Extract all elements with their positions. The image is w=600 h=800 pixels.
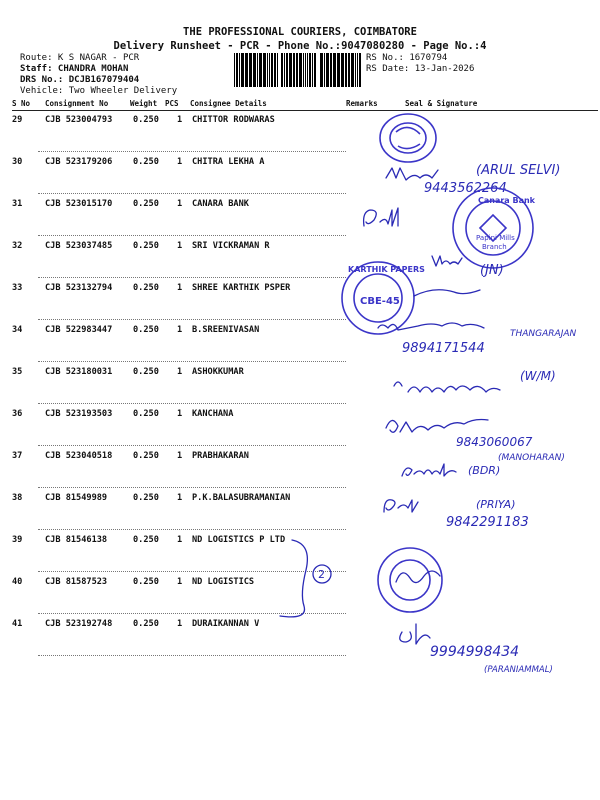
row-weight: 0.250 bbox=[133, 577, 159, 587]
row-pcs: 1 bbox=[177, 619, 183, 629]
row-weight: 0.250 bbox=[133, 325, 159, 335]
col-remarks: Remarks bbox=[346, 99, 378, 108]
row-consignment-no: CJB 523192748 bbox=[45, 619, 113, 629]
row-sno: 40 bbox=[12, 577, 23, 587]
route-label: Route: K S NAGAR - PCR bbox=[20, 53, 140, 63]
barcode-bar bbox=[284, 53, 285, 87]
row-consignment-no: CJB 523179206 bbox=[45, 157, 113, 167]
row-sno: 39 bbox=[12, 535, 23, 545]
handwritten-note-row32: (JN) bbox=[480, 263, 504, 278]
barcode-bar bbox=[234, 53, 235, 87]
barcode-bar bbox=[357, 53, 358, 87]
barcode-bar bbox=[286, 53, 288, 87]
barcode-bar bbox=[257, 53, 258, 87]
handwritten-name-row41: (PARANIAMMAL) bbox=[484, 665, 553, 675]
header-rule bbox=[12, 110, 598, 111]
row-weight: 0.250 bbox=[133, 241, 159, 251]
row-pcs: 1 bbox=[177, 409, 183, 419]
row-pcs: 1 bbox=[177, 115, 183, 125]
row-weight: 0.250 bbox=[133, 367, 159, 377]
row-pcs: 1 bbox=[177, 325, 183, 335]
col-seal: Seal & Signature bbox=[405, 99, 478, 108]
drs-label: DRS No.: DCJB167079404 bbox=[20, 75, 140, 85]
row-pcs: 1 bbox=[177, 367, 183, 377]
handwritten-phone-row36: 9843060067 bbox=[456, 435, 533, 449]
row-consignment-no: CJB 523180031 bbox=[45, 367, 113, 377]
barcode-bar bbox=[296, 53, 298, 87]
barcode-bar bbox=[299, 53, 302, 87]
row-sno: 29 bbox=[12, 115, 23, 125]
handwritten-name-row30: (ARUL SELVI) bbox=[476, 163, 561, 178]
row-sno: 37 bbox=[12, 451, 23, 461]
row-consignee: ND LOGISTICS P LTD bbox=[192, 535, 286, 545]
handwritten-name-row34: THANGARAJAN bbox=[510, 329, 577, 339]
barcode-bar bbox=[239, 53, 240, 87]
row-pcs: 1 bbox=[177, 493, 183, 503]
barcode bbox=[232, 53, 362, 87]
barcode-bar bbox=[345, 53, 347, 87]
row-weight: 0.250 bbox=[133, 619, 159, 629]
handwritten-note-row35: (W/M) bbox=[520, 369, 556, 383]
row-pcs: 1 bbox=[177, 199, 183, 209]
row-sno: 34 bbox=[12, 325, 23, 335]
handwritten-name-row36: (MANOHARAN) bbox=[498, 453, 565, 463]
row-sno: 36 bbox=[12, 409, 23, 419]
row-consignee: SRI VICKRAMAN R bbox=[192, 241, 270, 251]
row-consignment-no: CJB 81546138 bbox=[45, 535, 108, 545]
barcode-bar bbox=[274, 53, 276, 87]
barcode-bar bbox=[312, 53, 313, 87]
barcode-bar bbox=[271, 53, 273, 87]
handwritten-phone-row41: 9994998434 bbox=[430, 644, 520, 660]
row-sno: 32 bbox=[12, 241, 23, 251]
row-weight: 0.250 bbox=[133, 493, 159, 503]
row-consignee: ND LOGISTICS bbox=[192, 577, 255, 587]
handwritten-name-row38: (PRIYA) bbox=[476, 498, 516, 511]
row-consignment-no: CJB 523037485 bbox=[45, 241, 113, 251]
row-sno: 30 bbox=[12, 157, 23, 167]
row-consignment-no: CJB 81549989 bbox=[45, 493, 108, 503]
row-consignee: CHITRA LEKHA A bbox=[192, 157, 265, 167]
col-consignee: Consignee Details bbox=[190, 99, 267, 108]
row-consignment-no: CJB 523040518 bbox=[45, 451, 113, 461]
row-weight: 0.250 bbox=[133, 115, 159, 125]
barcode-bar bbox=[303, 53, 304, 87]
barcode-bar bbox=[324, 53, 325, 87]
barcode-bar bbox=[305, 53, 306, 87]
barcode-bar bbox=[293, 53, 295, 87]
row-consignee: ASHOKKUMAR bbox=[192, 367, 244, 377]
row-consignee: CHITTOR RODWARAS bbox=[192, 115, 275, 125]
row-sno: 31 bbox=[12, 199, 23, 209]
row-weight: 0.250 bbox=[133, 535, 159, 545]
row-separator bbox=[38, 403, 346, 404]
barcode-bar bbox=[351, 53, 354, 87]
row-pcs: 1 bbox=[177, 241, 183, 251]
barcode-bar bbox=[359, 53, 361, 87]
row-separator bbox=[38, 613, 346, 614]
row-pcs: 1 bbox=[177, 577, 183, 587]
barcode-bar bbox=[245, 53, 248, 87]
barcode-bar bbox=[259, 53, 262, 87]
staff-label: Staff: CHANDRA MOHAN bbox=[20, 64, 129, 74]
row-weight: 0.250 bbox=[133, 283, 159, 293]
stamp-text: CBE-45 bbox=[360, 296, 400, 307]
row-pcs: 1 bbox=[177, 451, 183, 461]
row-consignee: PRABHAKARAN bbox=[192, 451, 249, 461]
row-separator bbox=[38, 235, 346, 236]
row-separator bbox=[38, 277, 346, 278]
barcode-bar bbox=[253, 53, 256, 87]
row-consignment-no: CJB 523132794 bbox=[45, 283, 113, 293]
barcode-bar bbox=[249, 53, 252, 87]
barcode-bar bbox=[348, 53, 350, 87]
row-consignment-no: CJB 81587523 bbox=[45, 577, 108, 587]
rs-number: RS No.: 1670794 bbox=[366, 53, 448, 63]
row-separator bbox=[38, 445, 346, 446]
handwritten-circle-number: 2 bbox=[318, 568, 325, 581]
col-weight: Weight bbox=[130, 99, 158, 108]
barcode-bar bbox=[320, 53, 323, 87]
col-consignment: Consignment No bbox=[45, 99, 109, 108]
row-separator bbox=[38, 193, 346, 194]
row-consignee: B.SREENIVASAN bbox=[192, 325, 260, 335]
col-sno: S No bbox=[12, 99, 31, 108]
barcode-bar bbox=[236, 53, 238, 87]
stamp-text: KARTHIK PAPERS bbox=[348, 265, 425, 274]
row-weight: 0.250 bbox=[133, 451, 159, 461]
vehicle-label: Vehicle: Two Wheeler Delivery bbox=[20, 86, 178, 96]
row-sno: 38 bbox=[12, 493, 23, 503]
row-weight: 0.250 bbox=[133, 199, 159, 209]
row-weight: 0.250 bbox=[133, 157, 159, 167]
row-separator bbox=[38, 529, 346, 530]
handwritten-note-row37: (BDR) bbox=[468, 464, 501, 477]
row-pcs: 1 bbox=[177, 535, 183, 545]
rs-date: RS Date: 13-Jan-2026 bbox=[366, 64, 475, 74]
row-consignment-no: CJB 522983447 bbox=[45, 325, 113, 335]
table-header bbox=[12, 99, 598, 109]
col-pcs: PCS bbox=[165, 99, 179, 108]
barcode-bar bbox=[333, 53, 336, 87]
row-pcs: 1 bbox=[177, 283, 183, 293]
barcode-bar bbox=[281, 53, 283, 87]
row-separator bbox=[38, 361, 346, 362]
barcode-bar bbox=[314, 53, 316, 87]
row-separator bbox=[38, 319, 346, 320]
row-sno: 33 bbox=[12, 283, 23, 293]
stamp-text: Papini Mills bbox=[476, 234, 515, 242]
barcode-bar bbox=[267, 53, 268, 87]
row-separator bbox=[38, 151, 346, 152]
barcode-bar bbox=[341, 53, 344, 87]
row-separator bbox=[38, 571, 346, 572]
row-weight: 0.250 bbox=[133, 409, 159, 419]
barcode-bar bbox=[263, 53, 266, 87]
handwritten-phone-row30: 9443562264 bbox=[424, 181, 507, 196]
handwritten-phone-row38: 9842291183 bbox=[446, 515, 529, 530]
row-consignment-no: CJB 523004793 bbox=[45, 115, 113, 125]
barcode-bar bbox=[289, 53, 292, 87]
row-consignee: CANARA BANK bbox=[192, 199, 249, 209]
stamp-text: Branch bbox=[482, 243, 507, 251]
barcode-bar bbox=[277, 53, 278, 87]
row-consignment-no: CJB 523193503 bbox=[45, 409, 113, 419]
barcode-bar bbox=[307, 53, 308, 87]
row-sno: 35 bbox=[12, 367, 23, 377]
barcode-bar bbox=[309, 53, 311, 87]
row-sno: 41 bbox=[12, 619, 23, 629]
barcode-bar bbox=[326, 53, 329, 87]
row-consignee: DURAIKANNAN V bbox=[192, 619, 260, 629]
barcode-bar bbox=[241, 53, 244, 87]
row-pcs: 1 bbox=[177, 157, 183, 167]
runsheet-subtitle: Delivery Runsheet - PCR - Phone No.:9047080280 - Page No.:4 bbox=[113, 40, 487, 52]
barcode-bar bbox=[269, 53, 270, 87]
company-title: THE PROFESSIONAL COURIERS, COIMBATORE bbox=[183, 26, 417, 38]
row-consignee: KANCHANA bbox=[192, 409, 234, 419]
barcode-bar bbox=[330, 53, 332, 87]
row-separator bbox=[38, 655, 346, 656]
row-separator bbox=[38, 487, 346, 488]
row-consignee: P.K.BALASUBRAMANIAN bbox=[192, 493, 291, 503]
handwritten-phone-row34: 9894171544 bbox=[402, 341, 485, 356]
row-consignment-no: CJB 523015170 bbox=[45, 199, 113, 209]
row-consignee: SHREE KARTHIK PSPER bbox=[192, 283, 291, 293]
barcode-bar bbox=[355, 53, 356, 87]
stamp-text: Canara Bank bbox=[478, 196, 536, 205]
barcode-bar bbox=[337, 53, 340, 87]
